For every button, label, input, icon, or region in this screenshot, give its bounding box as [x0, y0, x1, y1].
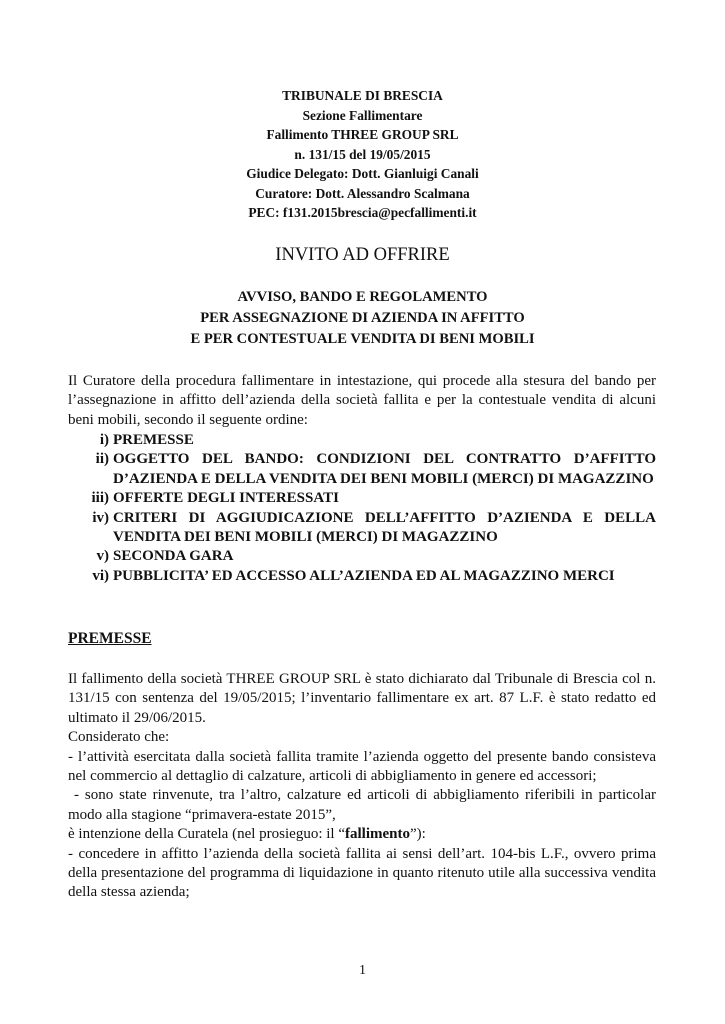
subtitle-line-3: E PER CONTESTUALE VENDITA DI BENI MOBILI	[190, 331, 535, 347]
toc-item	[82, 509, 656, 548]
header-line-section: Sezione Fallimentare	[302, 107, 423, 123]
toc-item-number: vi)	[92, 567, 109, 584]
intro-paragraph: Il Curatore della procedura fallimentare in intestazione, qui procede alla stesura del bando per l’assegnazione in affitto dell’azienda della società fallita e per la contestuale vendita di alcuni beni mobili, secondo il seguente ordine:	[68, 373, 656, 428]
header-line-bankruptcy: Fallimento THREE GROUP SRL	[266, 127, 459, 142]
toc-item-label: OGGETTO DEL BANDO: CONDIZIONI DEL CONTRATTO D’AFFITTO D’AZIENDA E DELLA VENDITA DEI BENI MOBILI (MERCI) DI MAGAZZINO	[113, 451, 656, 487]
toc-item-label: PREMESSE	[113, 432, 194, 448]
subtitle-line-1: AVVISO, BANDO E REGOLAMENTO	[237, 289, 488, 305]
toc-item-number: iv)	[92, 509, 109, 526]
premesse-intention	[68, 825, 656, 844]
toc-item-label: CRITERI DI AGGIUDICAZIONE DELL’AFFITTO D’AZIENDA E DELLA VENDITA DEI BENI MOBILI (MERCI) DI MAGAZZINO	[113, 509, 656, 546]
premesse-considerato: Considerato che:	[68, 729, 170, 746]
header-line-judge: Giudice Delegato: Dott. Gianluigi Canali	[246, 166, 479, 181]
header-line-court: TRIBUNALE DI BRESCIA	[282, 88, 443, 103]
document-title: INVITO AD OFFRIRE	[275, 245, 450, 265]
toc-item-number: ii)	[95, 451, 109, 468]
toc-item	[82, 567, 656, 586]
premesse-bullet-2: - sono state rinvenute, tra l’altro, calzature ed articoli di abbigliamento riferibili in particolar modo alla stagione “primavera-estate 2015”,	[68, 787, 660, 823]
toc-item	[82, 450, 656, 489]
toc-item	[82, 547, 656, 566]
header-line-curator: Curatore: Dott. Alessandro Scalmana	[255, 185, 470, 201]
toc-item-label: PUBBLICITA’ ED ACCESSO ALL’AZIENDA ED AL MAGAZZINO MERCI	[113, 567, 615, 584]
premesse-bullet-1: - l’attività esercitata dalla società fallita tramite l’azienda oggetto del presente bando consisteva nel commercio al dettaglio di calzature, articoli di abbigliamento in genere ed accessori;	[68, 748, 656, 785]
subtitle-line-2: PER ASSEGNAZIONE DI AZIENDA IN AFFITTO	[200, 310, 525, 326]
intention-bold: fallimento	[344, 826, 410, 843]
toc-item-label: OFFERTE DEGLI INTERESSATI	[113, 490, 339, 507]
court-header	[0, 86, 725, 223]
intention-pre: è intenzione della Curatela (nel prosieguo: il “	[68, 826, 345, 843]
toc-item	[82, 431, 656, 450]
table-of-contents	[82, 431, 656, 586]
toc-item	[82, 489, 656, 508]
page-number: 1	[359, 963, 366, 978]
section-heading-premesse: PREMESSE	[68, 630, 152, 647]
premesse-body	[68, 670, 660, 903]
premesse-bullet-3: - concedere in affitto l’azienda della società fallita ai sensi dell’art. 104-bis L.F., ovvero prima della presentazione del programma di liquidazione in quanto ritenuto utile alla successiva vendita della stessa azienda;	[68, 845, 656, 901]
premesse-paragraph-1: Il fallimento della società THREE GROUP SRL è stato dichiarato dal Tribunale di Brescia col n. 131/15 con sentenza del 19/05/2015; l’inventario fallimentare ex art. 87 L.F. è stato redatto ed ultimato il 29/06/2015.	[68, 671, 656, 726]
document-subtitle	[0, 287, 725, 350]
toc-item-label: SECONDA GARA	[113, 548, 234, 565]
intention-post: ”):	[409, 826, 426, 843]
header-line-case-number: n. 131/15 del 19/05/2015	[294, 146, 431, 162]
toc-item-number: v)	[96, 548, 109, 565]
header-line-pec: PEC: f131.2015brescia@pecfallimenti.it	[248, 205, 477, 220]
toc-item-number: iii)	[91, 490, 109, 507]
toc-item-number: i)	[99, 432, 109, 448]
